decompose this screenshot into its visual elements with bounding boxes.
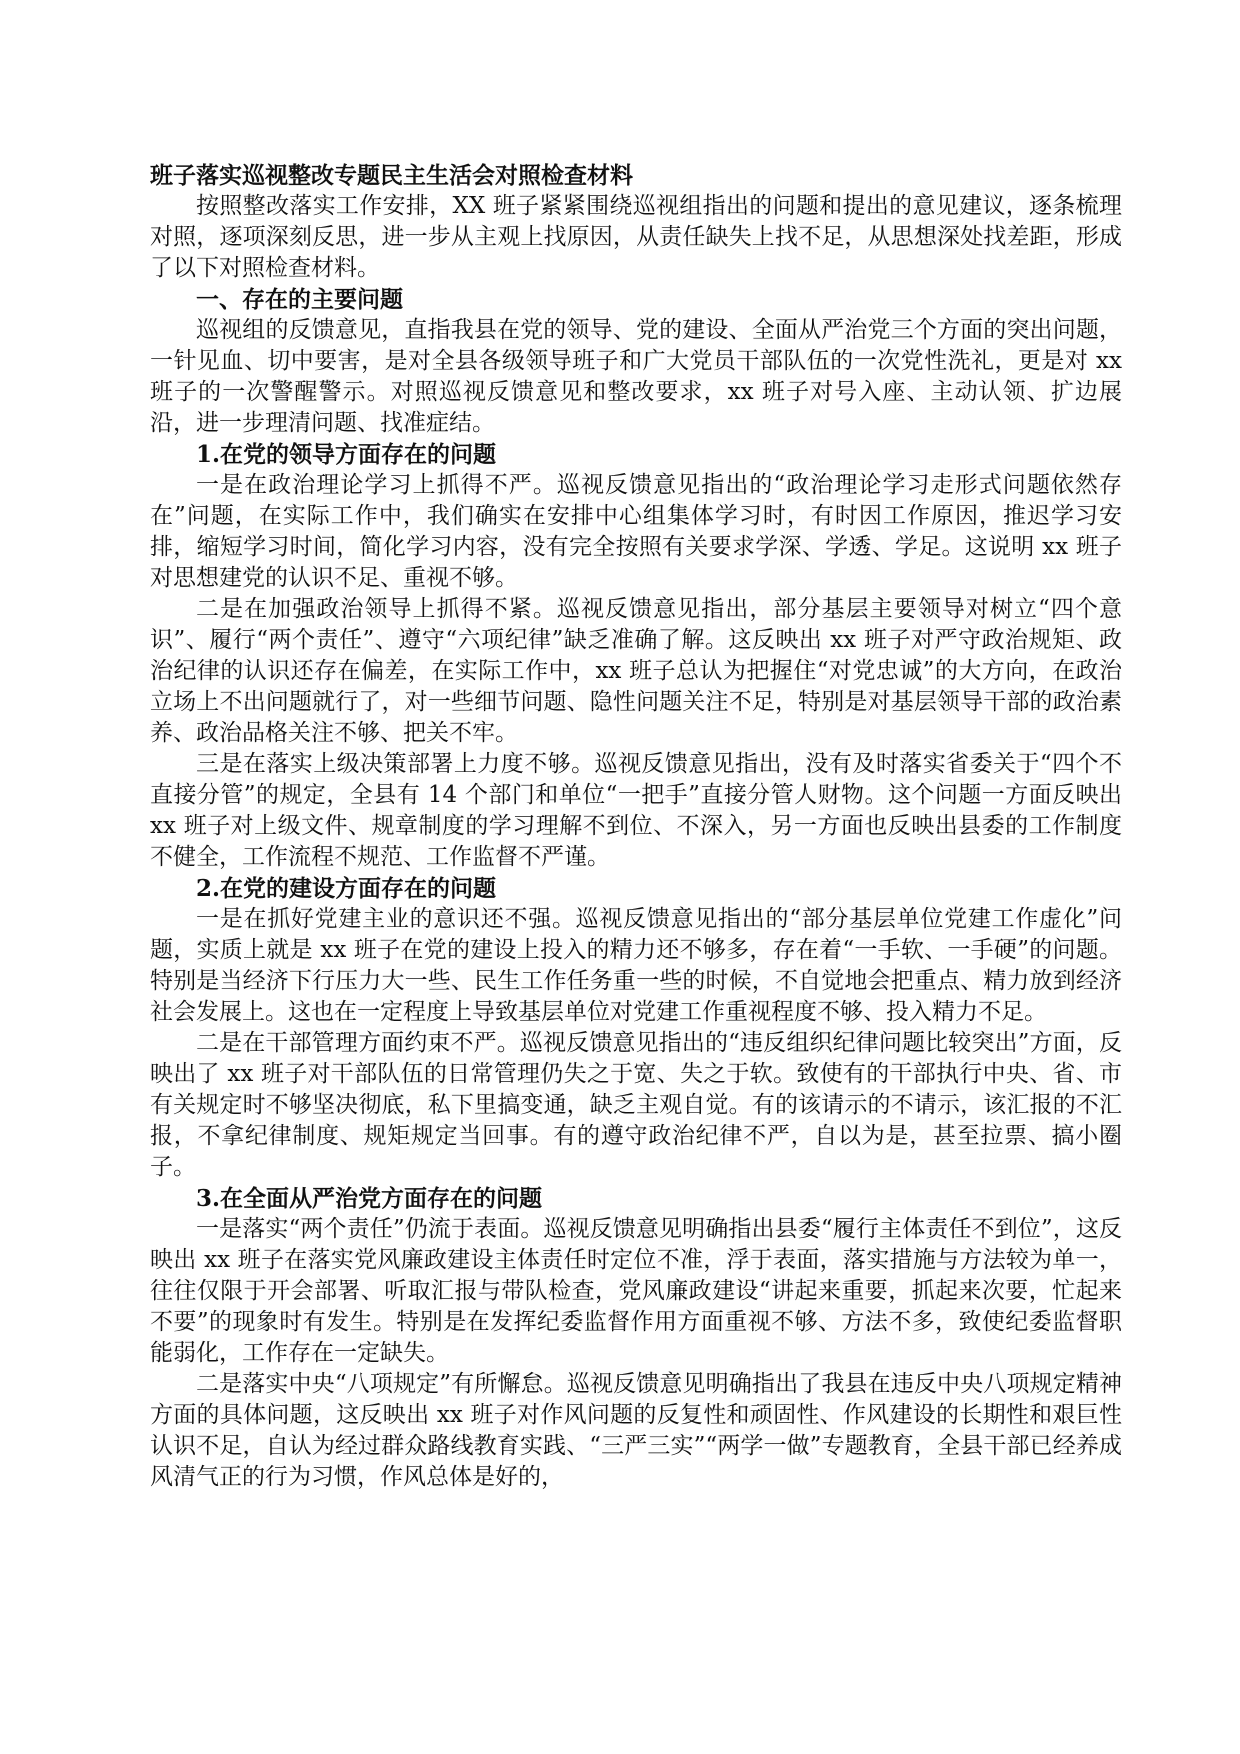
subsection-heading-strict-governance: 3.在全面从严治党方面存在的问题 [196, 1185, 543, 1212]
body-paragraph: 二是在干部管理方面约束不严。巡视反馈意见指出的“违反组织纪律问题比较突出”方面，反映出了 xx 班子对干部队伍的日常管理仍失之于宽、失之于软。致使有的干部执行中央、省、市有关规定时不够坚决彻底，私下里搞变通，缺乏主观自觉。有的该请示的不请示，该汇报的不汇报，不拿纪律制度、规矩规定当回事。有的遵守政治纪律不严，自以为是，甚至拉票、搞小圈子。 [150, 1030, 1122, 1180]
body-paragraph: 二是在加强政治领导上抓得不紧。巡视反馈意见指出，部分基层主要领导对树立“四个意识”、履行“两个责任”、遵守“六项纪律”缺乏准确了解。这反映出 xx 班子对严守政治规矩、政治纪律的认识还存在偏差，在实际工作中，xx 班子总认为把握住“对党忠诚”的大方向，在政治立场上不出问题就行了，对一些细节问题、隐性问题关注不足，特别是对基层领导干部的政治素养、政治品格关注不够、把关不牢。 [150, 596, 1122, 746]
document-page [150, 160, 1122, 1493]
section-heading-main-problems: 一、存在的主要问题 [196, 286, 403, 313]
body-paragraph: 一是落实“两个责任”仍流于表面。巡视反馈意见明确指出县委“履行主体责任不到位”，这反映出 xx 班子在落实党风廉政建设主体责任时定位不准，浮于表面，落实措施与方法较为单一，往往仅限于开会部署、听取汇报与带队检查，党风廉政建设“讲起来重要，抓起来次要，忙起来不要”的现象时有发生。特别是在发挥纪委监督作用方面重视不够、方法不多，致使纪委监督职能弱化，工作存在一定缺失。 [150, 1216, 1122, 1366]
body-paragraph: 三是在落实上级决策部署上力度不够。巡视反馈意见指出，没有及时落实省委关于“四个不直接分管”的规定，全县有 14 个部门和单位“一把手”直接分管人财物。这个问题一方面反映出 xx 班子对上级文件、规章制度的学习理解不到位、不深入，另一方面也反映出县委的工作制度不健全，工作流程不规范、工作监督不严谨。 [150, 751, 1122, 870]
body-paragraph: 一是在抓好党建主业的意识还不强。巡视反馈意见指出的“部分基层单位党建工作虚化”问题，实质上就是 xx 班子在党的建设上投入的精力还不够多，存在着“一手软、一手硬”的问题。特别是当经济下行压力大一些、民生工作任务重一些的时候，不自觉地会把重点、精力放到经济社会发展上。这也在一定程度上导致基层单位对党建工作重视程度不够、投入精力不足。 [150, 906, 1122, 1025]
section-paragraph: 巡视组的反馈意见，直指我县在党的领导、党的建设、全面从严治党三个方面的突出问题，一针见血、切中要害，是对全县各级领导班子和广大党员干部队伍的一次党性洗礼，更是对 xx 班子的一次警醒警示。对照巡视反馈意见和整改要求，xx 班子对号入座、主动认领、扩边展沿，进一步理清问题、找准症结。 [150, 317, 1122, 436]
subsection-heading-party-building: 2.在党的建设方面存在的问题 [196, 875, 497, 902]
body-paragraph: 二是落实中央“八项规定”有所懈怠。巡视反馈意见明确指出了我县在违反中央八项规定精神方面的具体问题，这反映出 xx 班子对作风问题的反复性和顽固性、作风建设的长期性和艰巨性认识不足，自认为经过群众路线教育实践、“三严三实”“两学一做”专题教育，全县干部已经养成风清气正的行为习惯，作风总体是好的， [150, 1371, 1122, 1490]
body-paragraph: 一是在政治理论学习上抓得不严。巡视反馈意见指出的“政治理论学习走形式问题依然存在”问题，在实际工作中，我们确实在安排中心组集体学习时，有时因工作原因，推迟学习安排，缩短学习时间，简化学习内容，没有完全按照有关要求学深、学透、学足。这说明 xx 班子对思想建党的认识不足、重视不够。 [150, 472, 1122, 591]
subsection-heading-party-leadership: 1.在党的领导方面存在的问题 [196, 441, 497, 468]
intro-paragraph: 按照整改落实工作安排，XX 班子紧紧围绕巡视组指出的问题和提出的意见建议，逐条梳理对照，逐项深刻反思，进一步从主观上找原因，从责任缺失上找不足，从思想深处找差距，形成了以下对照检查材料。 [150, 193, 1122, 281]
document-title: 班子落实巡视整改专题民主生活会对照检查材料 [150, 162, 633, 189]
